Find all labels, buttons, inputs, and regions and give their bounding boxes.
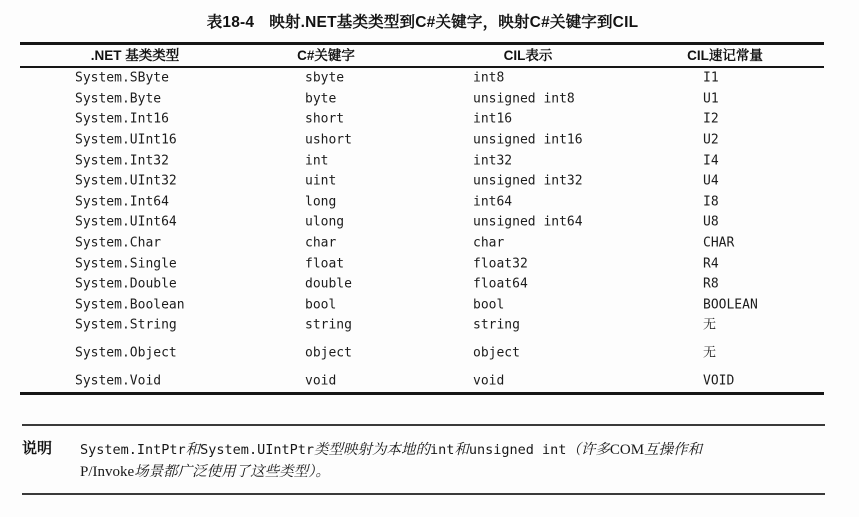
table-row	[0, 295, 859, 316]
note-chinese-text: 互操作和	[644, 442, 703, 458]
cell-net-type: System.Int32	[75, 153, 169, 169]
cell-csharp: ushort	[305, 132, 352, 148]
cell-cil-const: U1	[703, 91, 719, 107]
table-row	[0, 130, 859, 151]
table-row	[0, 109, 859, 130]
cell-csharp: string	[305, 317, 352, 333]
cell-csharp: void	[305, 373, 337, 389]
cell-csharp: double	[305, 276, 352, 292]
table-header-row	[0, 45, 859, 66]
note-top-rule	[22, 424, 825, 426]
note-chinese-text: 场景都广泛使用了这些类型）。	[134, 464, 330, 480]
cell-cil: float64	[473, 276, 528, 292]
cell-cil-const: R4	[703, 256, 719, 272]
cell-cil: unsigned int16	[473, 132, 583, 148]
cell-cil-const: CHAR	[703, 235, 735, 251]
table-row	[0, 253, 859, 274]
note-chinese-text: 和	[185, 442, 201, 458]
cell-cil-const: VOID	[703, 373, 735, 389]
table-row	[0, 68, 859, 89]
table-row	[0, 315, 859, 336]
cell-net-type: System.Byte	[75, 91, 162, 107]
note-line-1	[80, 439, 702, 460]
table-row	[0, 233, 859, 254]
table-row	[0, 343, 859, 364]
note-code-text: System.IntPtr	[80, 442, 186, 458]
cell-cil-const: BOOLEAN	[703, 297, 758, 313]
cell-net-type: System.Single	[75, 256, 177, 272]
cell-cil-const: U4	[703, 173, 719, 189]
table-row	[0, 171, 859, 192]
column-header-net-type: .NET 基类类型	[90, 48, 180, 63]
cell-cil: int32	[473, 153, 513, 169]
cell-csharp: float	[305, 256, 345, 272]
table-row	[0, 89, 859, 110]
note-latin-text: P/Invoke	[80, 464, 135, 480]
cell-net-type: System.UInt32	[75, 173, 177, 189]
column-header-cil-const: CIL速记常量	[687, 48, 763, 63]
table-caption	[0, 10, 845, 32]
cell-cil: int8	[473, 70, 505, 86]
cell-cil-const: I1	[703, 70, 719, 86]
note-line-2	[80, 461, 330, 482]
cell-net-type: System.Double	[75, 276, 177, 292]
cell-csharp: ulong	[305, 214, 345, 230]
cell-cil-const: 无	[703, 345, 717, 361]
cell-net-type: System.Char	[75, 235, 162, 251]
cell-cil: unsigned int64	[473, 214, 583, 230]
cell-cil: void	[473, 373, 505, 389]
cell-csharp: int	[305, 153, 329, 169]
cell-cil: int16	[473, 111, 513, 127]
table-body	[0, 68, 859, 391]
cell-net-type: System.UInt16	[75, 132, 177, 148]
note-bottom-rule	[22, 493, 825, 495]
note-chinese-text: 类型映射为本地的	[313, 442, 430, 458]
note-latin-text: COM	[609, 442, 645, 458]
table-row	[0, 192, 859, 213]
cell-cil: unsigned int8	[473, 91, 575, 107]
cell-cil-const: 无	[703, 317, 717, 333]
cell-net-type: System.Int64	[75, 194, 169, 210]
note-chinese-text: 和	[454, 442, 469, 458]
cell-cil: unsigned int32	[473, 173, 583, 189]
cell-csharp: long	[305, 194, 337, 210]
cell-cil: object	[473, 345, 520, 361]
note-code-text: unsigned int	[468, 442, 567, 458]
cell-csharp: byte	[305, 91, 337, 107]
cell-cil-const: I4	[703, 153, 719, 169]
cell-cil-const: I2	[703, 111, 719, 127]
cell-csharp: short	[305, 111, 345, 127]
cell-cil: int64	[473, 194, 513, 210]
table-row	[0, 370, 859, 391]
cell-cil-const: U2	[703, 132, 719, 148]
cell-net-type: System.Void	[75, 373, 162, 389]
column-header-csharp: C#关键字	[297, 48, 355, 63]
cell-csharp: bool	[305, 297, 337, 313]
cell-cil: string	[473, 317, 520, 333]
table-title: 映射.NET基类类型到C#关键字，映射C#关键字到CIL	[269, 14, 639, 31]
cell-net-type: System.String	[75, 317, 177, 333]
cell-cil: bool	[473, 297, 505, 313]
note-code-text: int	[429, 442, 455, 458]
note-label: 说明	[22, 440, 53, 457]
note-code-text: System.UIntPtr	[200, 442, 314, 458]
cell-csharp: char	[305, 235, 337, 251]
cell-net-type: System.SByte	[75, 70, 169, 86]
cell-csharp: sbyte	[305, 70, 345, 86]
table-row	[0, 150, 859, 171]
cell-cil: char	[473, 235, 505, 251]
cell-cil-const: R8	[703, 276, 719, 292]
table-bottom-rule	[20, 392, 824, 395]
cell-net-type: System.Int16	[75, 111, 169, 127]
column-header-cil: CIL表示	[503, 48, 553, 63]
cell-cil: float32	[473, 256, 528, 272]
cell-cil-const: U8	[703, 214, 719, 230]
table-row	[0, 274, 859, 295]
cell-cil-const: I8	[703, 194, 719, 210]
cell-csharp: uint	[305, 173, 337, 189]
note-chinese-text: （许多	[566, 442, 610, 458]
cell-csharp: object	[305, 345, 352, 361]
table-number: 表18-4	[206, 14, 255, 31]
cell-net-type: System.UInt64	[75, 214, 177, 230]
cell-net-type: System.Object	[75, 345, 177, 361]
table-row	[0, 212, 859, 233]
cell-net-type: System.Boolean	[75, 297, 185, 313]
